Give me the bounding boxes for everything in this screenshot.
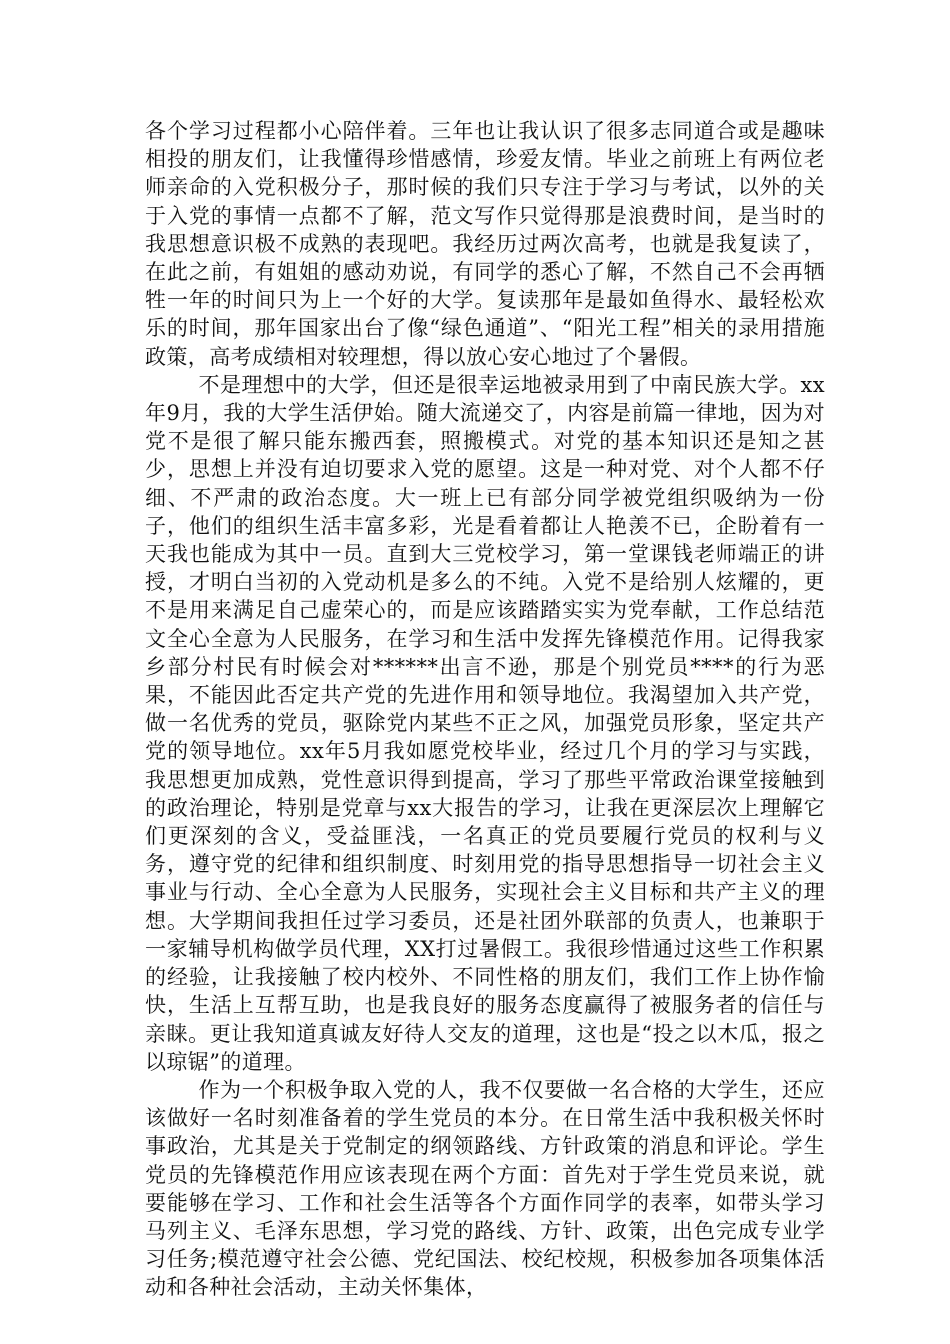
- document-body: [145, 117, 825, 1302]
- paragraph-party-member-role: 作为一个积极争取入党的人，我不仅要做一名合格的大学生，还应该做好一名时刻准备着的学生党员的本分。在日常生活中我积极关怀时事政治，尤其是关于党制定的纲领路线、方针政策的消息和评论。学生党员的先锋模范作用应该表现在两个方面：首先对于学生党员来说，就要能够在学习、工作和社会生活等各个方面作同学的表率，如带头学习马列主义、毛泽东思想，学习党的路线、方针、政策，出色完成专业学习任务;模范遵守社会公德、党纪国法、校纪校规，积极参加各项集体活动和各种社会活动，主动关怀集体，: [145, 1077, 825, 1300]
- paragraph-university: 不是理想中的大学，但还是很幸运地被录用到了中南民族大学。xx年9月，我的大学生活伊始。随大流递交了，内容是前篇一律地，因为对党不是很了解只能东搬西套，照搬模式。对党的基本知识还是知之甚少，思想上并没有迫切要求入党的愿望。这是一种对党、对个人都不仔细、不严肃的政治态度。大一班上已有部分同学被党组织吸纳为一份子，他们的组织生活丰富多彩，光是看着都让人艳羡不已，企盼着有一天我也能成为其中一员。直到大三党校学习，第一堂课钱老师端正的讲授，才明白当初的入党动机是多么的不纯。入党不是给别人炫耀的，更不是用来满足自己虚荣心的，而是应该踏踏实实为党奉献，工作总结范文全心全意为人民服务，在学习和生活中发挥先锋模范作用。记得我家乡部分村民有时候会对******出言不逊，那是个别党员****的行为恶果，不能因此否定共产党的先进作用和领导地位。我渴望加入共产党，做一名优秀的党员，驱除党内某些不正之风，加强党员形象，坚定共产党的领导地位。xx年5月我如愿党校毕业，经过几个月的学习与实践，我思想更加成熟，党性意识得到提高，学习了那些平常政治课堂接触到的政治理论，特别是党章与xx大报告的学习，让我在更深层次上理解它们更深刻的含义，受益匪浅，一名真正的党员要履行党员的权利与义务，遵守党的纪律和组织制度、时刻用党的指导思想指导一切社会主义事业与行动、全心全意为人民服务，实现社会主义目标和共产主义的理想。大学期间我担任过学习委员，还是社团外联部的负责人，也兼职于一家辅导机构做学员代理，XX打过暑假工。我很珍惜通过这些工作积累的经验，让我接触了校内校外、不同性格的朋友们，我们工作上协作愉快，生活上互帮互助，也是我良好的服务态度赢得了被服务者的信任与亲睐。更让我知道真诚友好待人交友的道理，这也是“投之以木瓜，报之以琼锯”的道理。: [145, 372, 825, 1074]
- paragraph-continued: 各个学习过程都小心陪伴着。三年也让我认识了很多志同道合或是趣味相投的朋友们，让我懂得珍惜感情，珍爱友情。毕业之前班上有两位老师亲命的入党积极分子，那时候的我们只专注于学习与考试，以外的关于入党的事情一点都不了解，范文写作只觉得那是浪费时间，是当时的我思想意识极不成熟的表现吧。我经历过两次高考，也就是我复读了，在此之前，有姐姐的感动劝说，有同学的悉心了解，不然自己不会再牺牲一年的时间只为上一个好的大学。复读那年是最如鱼得水、最轻松欢乐的时间，那年国家出台了像“绿色通道”、“阳光工程”相关的录用措施政策，高考成绩相对较理想，得以放心安心地过了个暑假。: [145, 119, 825, 369]
